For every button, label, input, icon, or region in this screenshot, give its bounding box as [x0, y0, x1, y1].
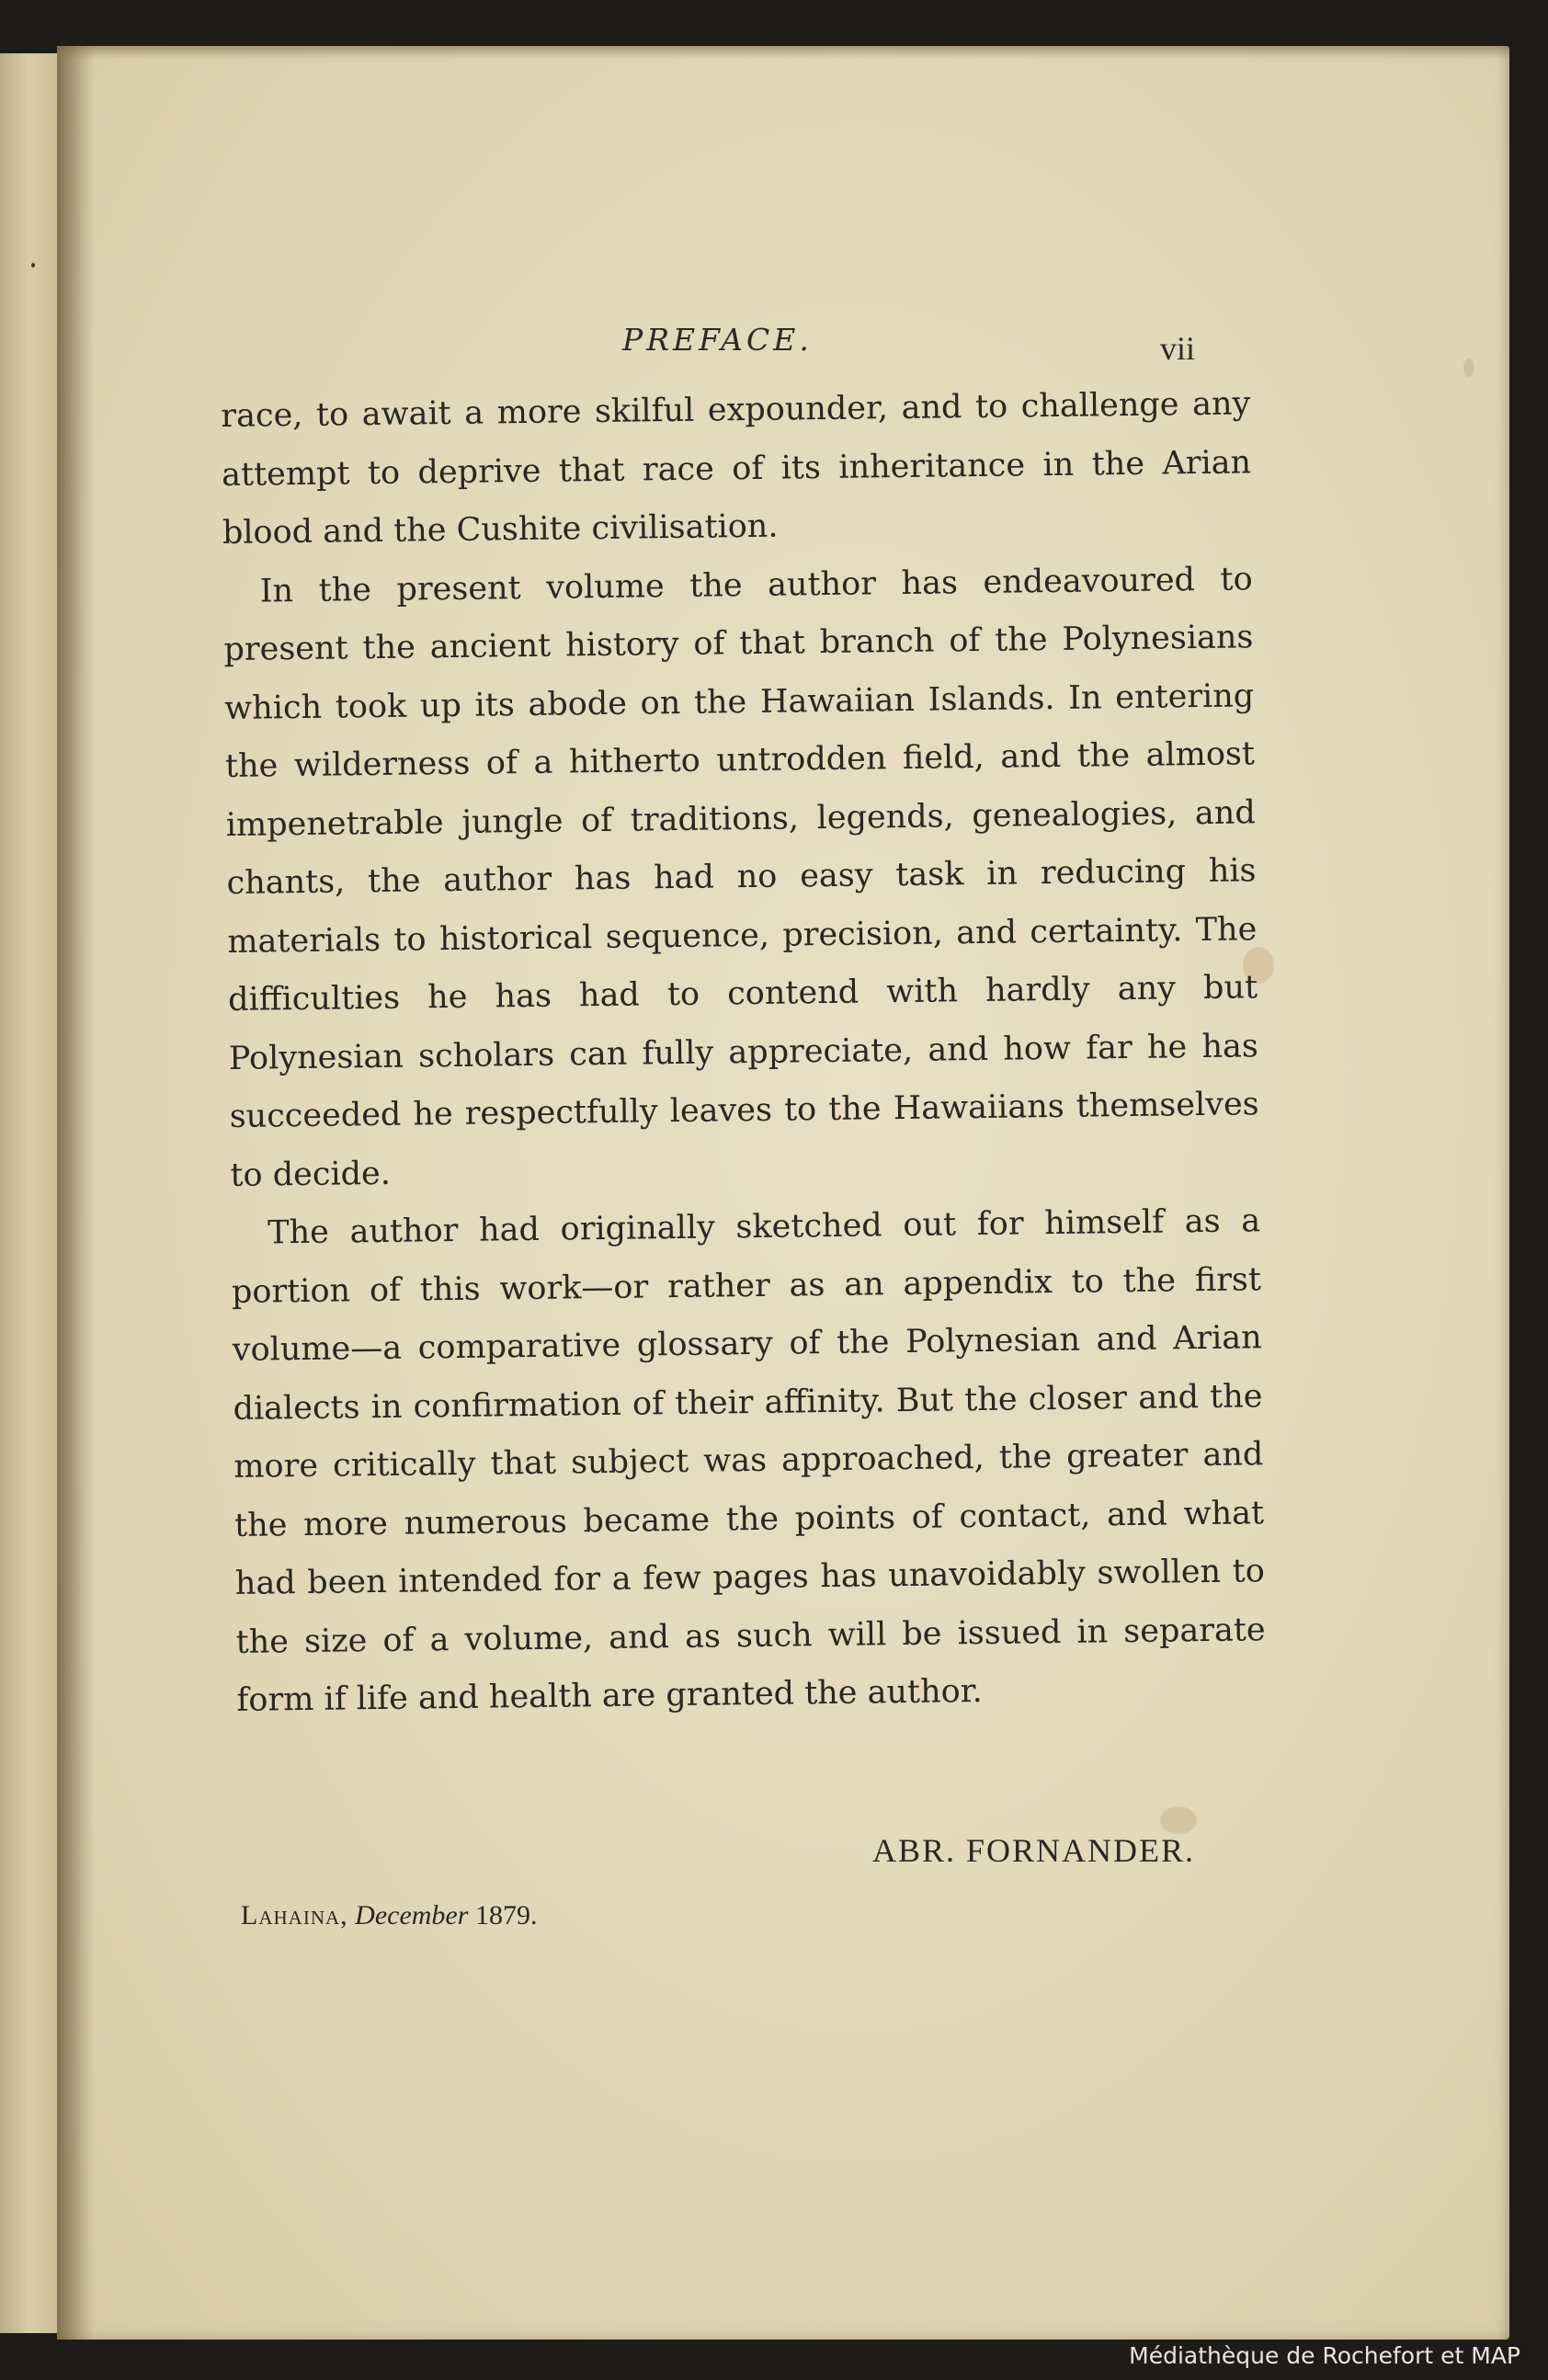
book-page	[57, 46, 1509, 2340]
dateline-month: December	[355, 1900, 469, 1930]
paragraph-continuation: race, to await a more skilful expounder, and to challenge any attempt to deprive that race of its inheritance in the Arian blood and the Cushite civilisation.	[221, 385, 1252, 552]
dateline-place: Lahaina,	[241, 1900, 348, 1930]
foxing-stain	[1160, 1806, 1197, 1834]
paragraph-present-volume: In the present volume the author has endeavoured to present the ancient history of that branch of the Polynesians which took up its abode on the Hawaiian Islands. In entering the wilderness of a hitherto untrodden field, and the almost impenetrable jungle of traditions, legends, genealogies, and chants, the author has had no easy task in reducing his materials to historical sequence, precision, and certainty. The difficulties he has had to contend with hardly any but Polynesian scholars can fully appreciate, and how far he has succeeded he respectfully leaves to the Hawaiians themselves to decide.	[223, 560, 1259, 1194]
running-head	[57, 322, 1509, 377]
page-top-edge	[57, 46, 1509, 59]
dateline	[241, 1900, 537, 1931]
running-title: PREFACE.	[622, 322, 813, 358]
library-credit: Médiathèque de Rochefort et MAP	[1129, 2342, 1520, 2369]
paragraph-glossary: The author had originally sketched out for himself as a portion of this work—or rather as an appendix to the first volume—a comparative glossary of the Polynesian and Arian dialects in confirmation of their affinity. But the closer and the more critically that subject was approached, the greater and the more numerous became the points of contact, and what had been intended for a few pages has unavoidably swollen to the size of a volume, and as such will be issued in separate form if life and health are granted the author.	[231, 1202, 1266, 1719]
dateline-year: 1879.	[474, 1900, 538, 1930]
preface-text	[221, 375, 1267, 1730]
ink-speck	[31, 263, 35, 268]
author-signature: ABR. FORNANDER.	[871, 1832, 1195, 1869]
gutter-shadow	[57, 46, 94, 2340]
page-number: vii	[1160, 330, 1196, 367]
